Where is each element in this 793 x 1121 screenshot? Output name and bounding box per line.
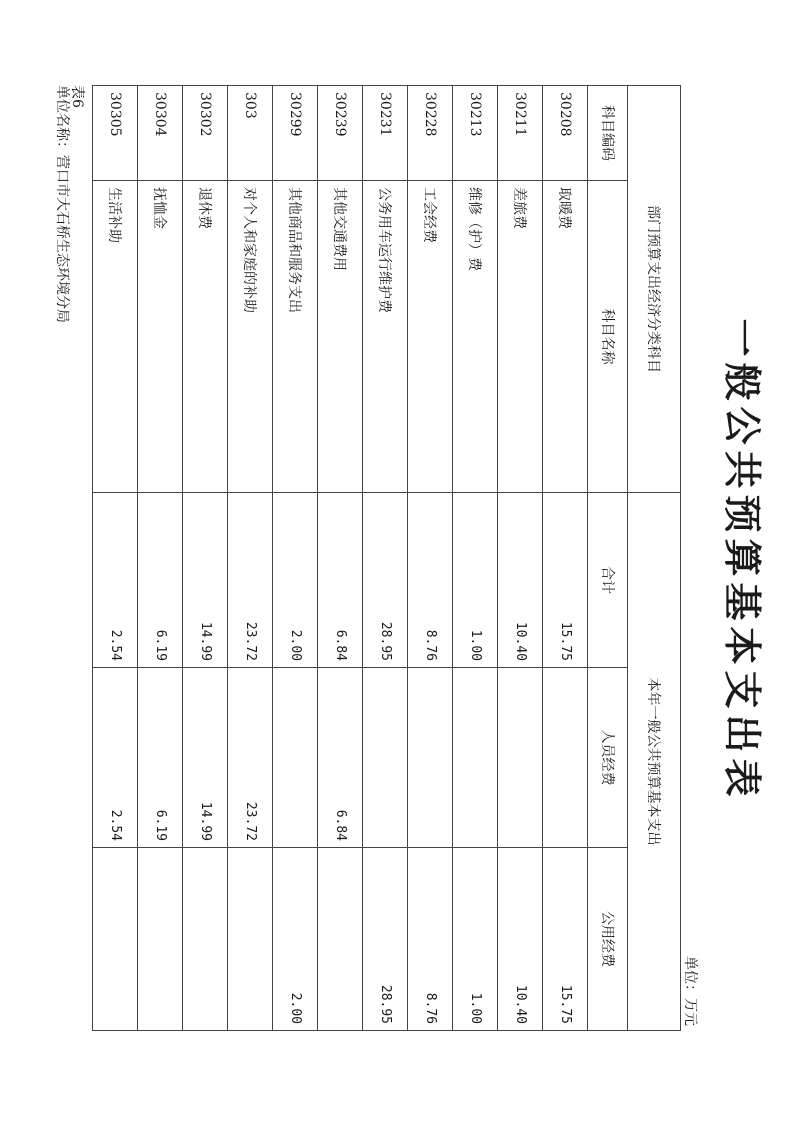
row-personnel: 14.99	[183, 668, 228, 848]
row-personnel	[273, 668, 318, 848]
row-name: 工会经费	[408, 181, 453, 493]
row-public: 1.00	[453, 848, 498, 1031]
table-row	[93, 86, 138, 1031]
row-code: 30304	[138, 86, 183, 181]
unit-label: 单位：万元	[682, 956, 698, 1026]
table-number: 表6	[69, 85, 85, 108]
row-name: 生活补助	[93, 181, 138, 493]
header-name: 科目名称	[588, 181, 628, 493]
header-code: 科目编码	[588, 86, 628, 181]
row-public	[183, 848, 228, 1031]
row-total: 2.00	[273, 493, 318, 668]
header-row-columns	[588, 86, 628, 1031]
header-row-group	[628, 86, 681, 1031]
header-group-left: 部门预算支出经济分类科目	[628, 86, 681, 493]
row-name: 其他商品和服务支出	[273, 181, 318, 493]
row-public	[228, 848, 273, 1031]
row-personnel: 23.72	[228, 668, 273, 848]
row-code: 30302	[183, 86, 228, 181]
table-row	[183, 86, 228, 1031]
row-total: 23.72	[228, 493, 273, 668]
row-code: 30228	[408, 86, 453, 181]
row-public: 8.76	[408, 848, 453, 1031]
row-public: 28.95	[363, 848, 408, 1031]
row-code: 30211	[498, 86, 543, 181]
row-code: 30208	[543, 86, 588, 181]
row-personnel: 6.84	[318, 668, 363, 848]
row-public	[318, 848, 363, 1031]
header-total: 合计	[588, 493, 628, 668]
row-public	[138, 848, 183, 1031]
row-personnel	[543, 668, 588, 848]
row-total: 1.00	[453, 493, 498, 668]
row-code: 30239	[318, 86, 363, 181]
row-code: 30299	[273, 86, 318, 181]
row-name: 对个人和家庭的补助	[228, 181, 273, 493]
organization-name: 单位名称：营口市大石桥生态环境分局	[54, 85, 70, 323]
row-code: 303	[228, 86, 273, 181]
row-public: 10.40	[498, 848, 543, 1031]
row-total: 14.99	[183, 493, 228, 668]
row-total: 15.75	[543, 493, 588, 668]
row-personnel: 2.54	[93, 668, 138, 848]
row-personnel	[453, 668, 498, 848]
table-row	[318, 86, 363, 1031]
row-name: 维修（护）费	[453, 181, 498, 493]
header-public: 公用经费	[588, 848, 628, 1031]
row-total: 10.40	[498, 493, 543, 668]
row-name: 差旅费	[498, 181, 543, 493]
expenditure-table	[92, 85, 681, 1031]
header-group-right: 本年一般公共预算基本支出	[628, 493, 681, 1031]
header-personnel: 人员经费	[588, 668, 628, 848]
row-personnel	[408, 668, 453, 848]
table-row	[453, 86, 498, 1031]
row-total: 6.84	[318, 493, 363, 668]
row-personnel	[363, 668, 408, 848]
table-row	[408, 86, 453, 1031]
row-total: 8.76	[408, 493, 453, 668]
row-public	[93, 848, 138, 1031]
row-code: 30231	[363, 86, 408, 181]
row-name: 取暖费	[543, 181, 588, 493]
table-row	[273, 86, 318, 1031]
row-code: 30305	[93, 86, 138, 181]
row-total: 6.19	[138, 493, 183, 668]
row-code: 30213	[453, 86, 498, 181]
table-row	[543, 86, 588, 1031]
row-name: 抚恤金	[138, 181, 183, 493]
row-personnel	[498, 668, 543, 848]
row-name: 退休费	[183, 181, 228, 493]
table-row	[228, 86, 273, 1031]
row-public: 2.00	[273, 848, 318, 1031]
table-row	[498, 86, 543, 1031]
row-public: 15.75	[543, 848, 588, 1031]
table-row	[138, 86, 183, 1031]
table-row	[363, 86, 408, 1031]
row-name: 公务用车运行维护费	[363, 181, 408, 493]
page-title: 一般公共预算基本支出表	[720, 318, 765, 803]
row-personnel: 6.19	[138, 668, 183, 848]
row-name: 其他交通费用	[318, 181, 363, 493]
row-total: 28.95	[363, 493, 408, 668]
row-total: 2.54	[93, 493, 138, 668]
